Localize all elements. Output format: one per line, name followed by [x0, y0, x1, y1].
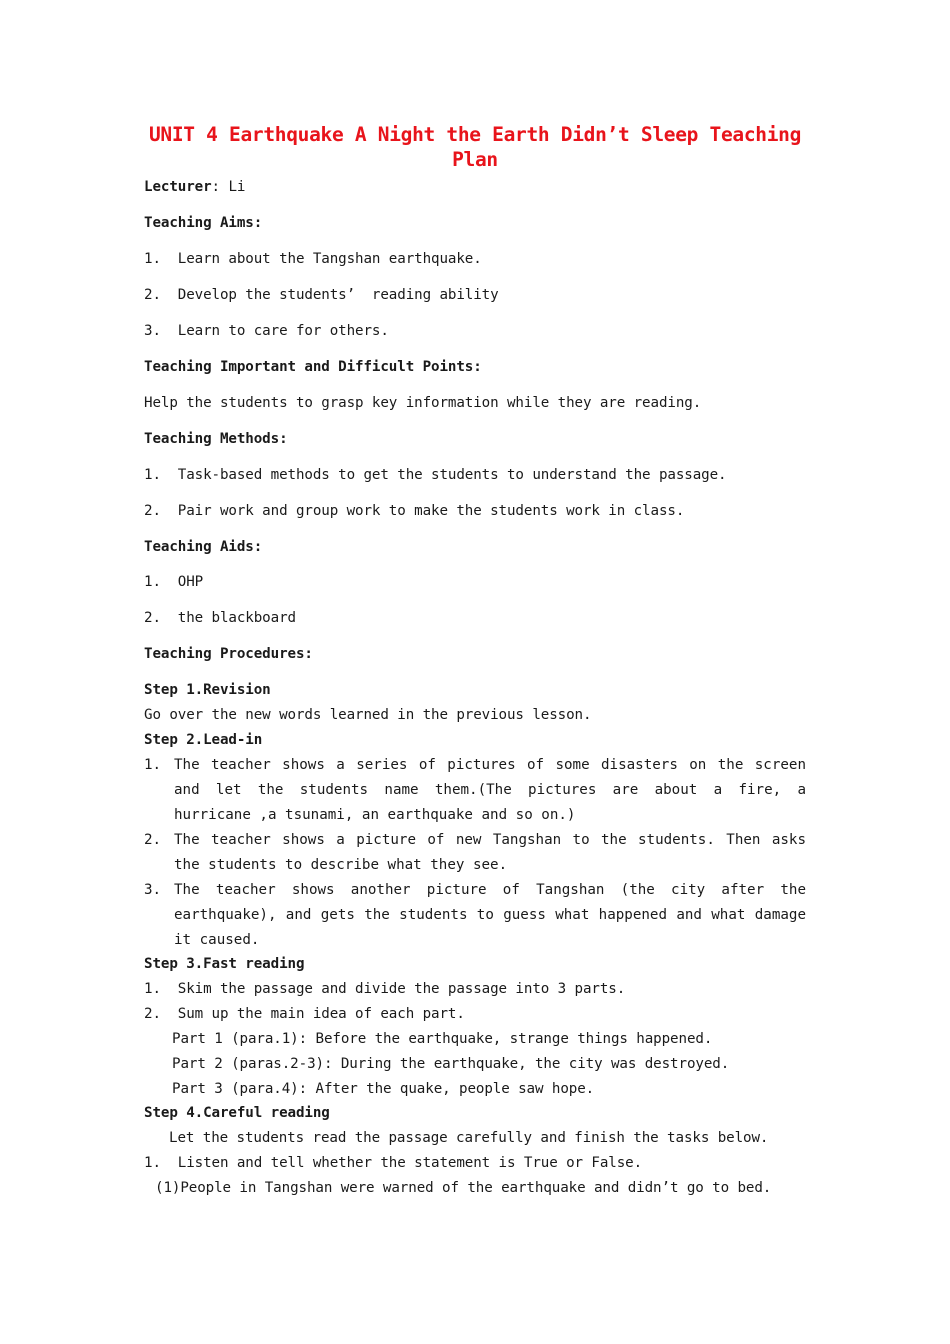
step3-item: 2. Sum up the main idea of each part.: [144, 1006, 465, 1022]
step2-item-text: The teacher shows a picture of new Tangshan to the students. Then asks the students to describe what they see.: [174, 832, 806, 873]
step2-item: [144, 828, 806, 878]
step4-intro: Let the students read the passage carefully and finish the tasks below.: [169, 1130, 769, 1146]
step2-item-text: The teacher shows another picture of Tangshan (the city after the earthquake), and gets the students to guess what happened and what damage it caused.: [174, 882, 806, 948]
step1-text: Go over the new words learned in the previous lesson.: [144, 707, 592, 723]
step2-item-number: 1.: [144, 757, 162, 773]
lecturer-label: Lecturer: [144, 179, 212, 195]
step4-statement: (1)People in Tangshan were warned of the earthquake and didn’t go to bed.: [155, 1180, 772, 1196]
step3-heading: Step 3.Fast reading: [144, 956, 305, 972]
aids-item: 2. the blackboard: [144, 610, 296, 626]
step2-item-text: The teacher shows a series of pictures of some disasters on the screen and let the students name them.(The pictures are about a fire, a hurricane ,a tsunami, an earthquake and so on.): [174, 757, 806, 823]
points-heading: Teaching Important and Difficult Points:: [144, 359, 482, 375]
step2-item: [144, 878, 806, 953]
step3-part: Part 1 (para.1): Before the earthquake, strange things happened.: [172, 1031, 713, 1047]
step4-heading: Step 4.Careful reading: [144, 1105, 330, 1121]
step2-item-number: 3.: [144, 882, 162, 898]
aims-item: 2. Develop the students’ reading ability: [144, 287, 499, 303]
aims-item: 1. Learn about the Tangshan earthquake.: [144, 251, 482, 267]
step3-item: 1. Skim the passage and divide the passage into 3 parts.: [144, 981, 626, 997]
step2-item: [144, 753, 806, 828]
document-title: UNIT 4 Earthquake A Night the Earth Didn’t Sleep Teaching Plan: [148, 123, 802, 171]
step3-part: Part 2 (paras.2-3): During the earthquake, the city was destroyed.: [172, 1056, 730, 1072]
procedures-heading: Teaching Procedures:: [144, 646, 313, 662]
lecturer-line: [144, 175, 245, 200]
lecturer-sep: :: [211, 179, 229, 195]
step2-heading: Step 2.Lead-in: [144, 732, 263, 748]
methods-heading: Teaching Methods:: [144, 431, 288, 447]
step3-part: Part 3 (para.4): After the quake, people saw hope.: [172, 1081, 595, 1097]
methods-item: 2. Pair work and group work to make the students work in class.: [144, 503, 685, 519]
methods-item: 1. Task-based methods to get the students to understand the passage.: [144, 467, 727, 483]
step2-item-number: 2.: [144, 832, 162, 848]
step1-heading: Step 1.Revision: [144, 682, 271, 698]
step4-task: 1. Listen and tell whether the statement is True or False.: [144, 1155, 643, 1171]
lecturer-name: Li: [228, 179, 246, 195]
aids-heading: Teaching Aids:: [144, 539, 263, 555]
aims-heading: Teaching Aims:: [144, 215, 263, 231]
aids-item: 1. OHP: [144, 574, 204, 590]
aims-item: 3. Learn to care for others.: [144, 323, 389, 339]
points-text: Help the students to grasp key information while they are reading.: [144, 395, 702, 411]
